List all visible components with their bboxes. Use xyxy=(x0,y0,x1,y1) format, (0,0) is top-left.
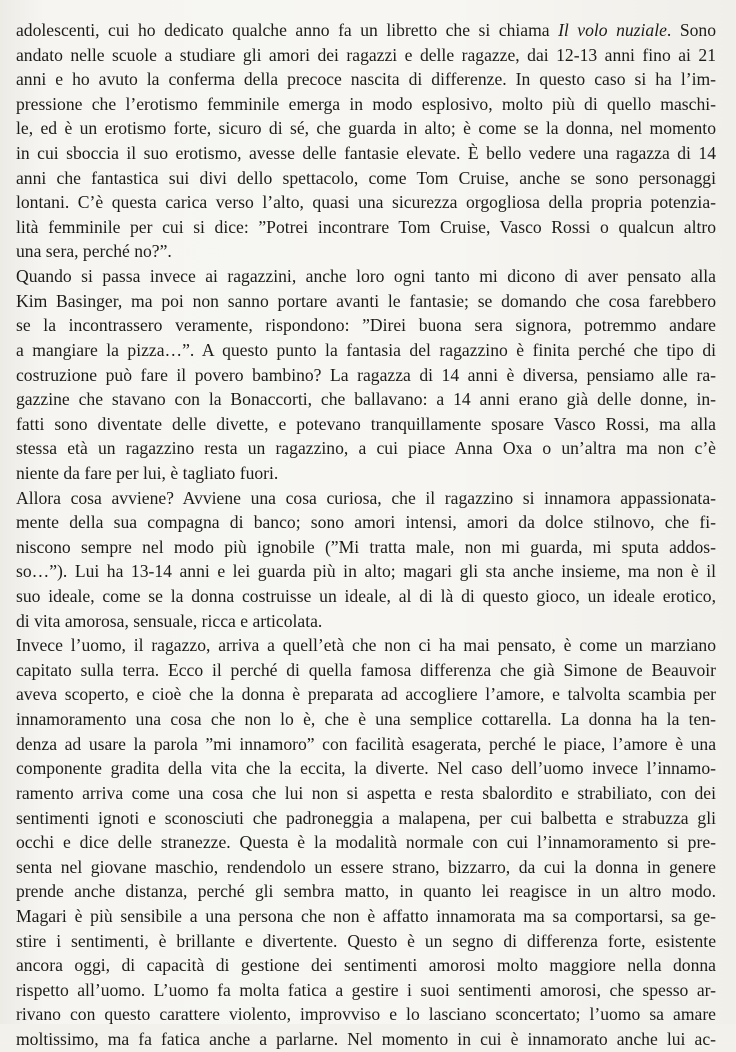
text-line-content: anni e ho avuto la conferma della precoce nascita di differenze. In questo caso si ha l’im- xyxy=(16,69,716,90)
text-line-content: Allora cosa avviene? Avviene una cosa curiosa, che il ragazzino si innamora appassionata- xyxy=(16,487,716,508)
text-line xyxy=(16,855,716,880)
text-line-content: so…”). Lui ha 13-14 anni e lei guarda più in alto; magari gli sta anche insieme, ma non è il xyxy=(16,561,716,582)
text-line xyxy=(16,535,716,560)
text-line-content: suo ideale, come se la donna costruisse un ideale, al di là di questo gioco, un ideale erotico, xyxy=(16,586,716,607)
text-line-content: stire i sentimenti, è brillante e divertente. Questo è un segno di differenza forte, esistente xyxy=(16,930,716,951)
text-line xyxy=(16,732,716,757)
text-line-content: anni che fantastica sui divi dello spettacolo, come Tom Cruise, anche se sono personaggi xyxy=(16,167,716,188)
text-line xyxy=(16,879,716,904)
text-line xyxy=(16,190,716,215)
text-line-content: occhi e dice delle stranezze. Questa è la modalità normale con cui l’innamoramento si pre- xyxy=(16,832,716,853)
text-line-content: Invece l’uomo, il ragazzo, arriva a quell’età che non ci ha mai pensato, è come un marziano xyxy=(16,635,716,656)
text-line xyxy=(16,953,716,978)
text-line xyxy=(16,658,716,683)
text-line-content: a mangiare la pizza…”. A questo punto la fantasia del ragazzino è finita perché che tipo di xyxy=(16,339,716,360)
text-line xyxy=(16,264,716,289)
text-line xyxy=(16,92,716,117)
text-line-content: una sera, perché no?”. xyxy=(16,241,172,262)
text-line xyxy=(16,313,716,338)
text-line-continuation: . Sono xyxy=(666,20,716,40)
text-line-content: moltissimo, ma fa fatica anche a parlarne. Nel momento in cui è innamorato anche lui ac- xyxy=(16,1028,716,1049)
text-line-content: gazzine che stavano con la Bonaccorti, che ballavano: a 14 anni erano già delle donne, in- xyxy=(16,389,716,410)
text-line xyxy=(16,1027,716,1052)
text-line xyxy=(16,486,716,511)
text-line-content: denza ad usare la parola ”mi innamoro” con facilità esagerata, perché le piace, l’amore è una xyxy=(16,733,716,754)
text-line-content: ramento arriva come una cosa che lui non si aspetta e resta sbalordito e strabiliato, con dei xyxy=(16,782,716,803)
text-line xyxy=(16,67,716,92)
text-line-content: Kim Basinger, ma poi non sanno portare avanti le fantasie; se domando che cosa farebbero xyxy=(16,290,716,311)
text-line-content: di vita amorosa, sensuale, ricca e articolata. xyxy=(16,610,323,631)
text-line-content: capitato sulla terra. Ecco il perché di quella famosa differenza che già Simone de Beauvoir xyxy=(16,659,716,680)
text-line xyxy=(16,338,716,363)
text-line-content: in cui sboccia il suo erotismo, avesse delle fantasie elevate. È bello vedere una ragazza di 14 xyxy=(16,143,716,164)
text-line xyxy=(16,781,716,806)
text-line xyxy=(16,289,716,314)
text-line xyxy=(16,830,716,855)
text-line-content: le, ed è un erotismo forte, sicuro di sé, che guarda in alto; è come se la donna, nel momento xyxy=(16,118,716,139)
text-line-content: lontani. C’è questa carica verso l’alto, quasi una sicurezza orgogliosa della propria potenzia- xyxy=(16,192,716,213)
text-line xyxy=(16,387,716,412)
text-line-content: Quando si passa invece ai ragazzini, anche loro ogni tanto mi dicono di aver pensato alla xyxy=(16,266,716,287)
text-line-content: sentimenti ignoti e sconosciuti che padroneggia a malapena, per cui balbetta e strabuzza gli xyxy=(16,807,716,828)
text-line xyxy=(16,166,716,191)
text-line-content: costruzione può fare il povero bambino? La ragazza di 14 anni è diversa, pensiamo alle ra- xyxy=(16,364,716,385)
text-line-content: andato nelle scuole a studiare gli amori dei ragazzi e delle ragazze, dai 12-13 anni fino ai 21 xyxy=(16,44,716,65)
text-line-content: innamoramento una cosa che non lo è, che è una semplice cottarella. La donna ha la ten- xyxy=(16,709,716,730)
text-line-content: fatti sono diventate delle divette, e potevano tranquillamente sposare Vasco Rossi, ma alla xyxy=(16,413,716,434)
text-line-content: Magari è più sensibile a una persona che non è affatto innamorata ma sa comportarsi, sa ge- xyxy=(16,905,716,926)
text-line xyxy=(16,412,716,437)
text-line xyxy=(16,239,716,264)
body-text xyxy=(16,18,716,1052)
text-line xyxy=(16,1002,716,1027)
text-line xyxy=(16,978,716,1003)
text-line-content: stessa età un ragazzino resta un ragazzino, a cui piace Anna Oxa o un’altra ma non c’è xyxy=(16,438,716,459)
text-line-content: prende anche distanza, perché gli sembra matto, in quanto lei reagisce in un altro modo. xyxy=(16,881,716,902)
text-line xyxy=(16,116,716,141)
text-line xyxy=(16,707,716,732)
text-line xyxy=(16,461,716,486)
text-line-content: rivano con questo carattere violento, improvviso e lo lasciano sconcertato; l’uomo sa amare xyxy=(16,1004,716,1025)
book-title: Il volo nuziale xyxy=(558,20,667,40)
text-line-content: niscono sempre nel modo più ignobile (”Mi tratta male, non mi guarda, mi sputa addos- xyxy=(16,536,716,557)
text-line-content: niente da fare per lui, è tagliato fuori. xyxy=(16,462,279,483)
text-line xyxy=(16,756,716,781)
text-line-content: se la incontrassero veramente, rispondono: ”Direi buona sera signora, potremmo andare xyxy=(16,315,716,336)
text-line-content: aveva scoperto, e cioè che la donna è preparata ad accogliere l’amore, e talvolta scambia per xyxy=(16,684,716,705)
text-line xyxy=(16,141,716,166)
text-line-content: adolescenti, cui ho dedicato qualche anno fa un libretto che si chiama xyxy=(16,20,559,40)
text-line xyxy=(16,633,716,658)
text-line-content: mente della sua compagna di banco; sono amori intensi, amori da dolce stilnovo, che fi- xyxy=(16,512,716,533)
text-line-content: pressione che l’erotismo femminile emerga in modo esplosivo, molto più di quello maschi- xyxy=(16,93,716,114)
text-line xyxy=(16,363,716,388)
text-line xyxy=(16,510,716,535)
text-line xyxy=(16,682,716,707)
text-line xyxy=(16,806,716,831)
text-line xyxy=(16,43,716,68)
text-line-content: lità femminile per cui si dice: ”Potrei incontrare Tom Cruise, Vasco Rossi o qualcun altro xyxy=(16,216,716,237)
text-line xyxy=(16,929,716,954)
text-line xyxy=(16,215,716,240)
text-line xyxy=(16,904,716,929)
text-line xyxy=(16,609,716,634)
text-line xyxy=(16,559,716,584)
text-line-content: componente gradita della vita che la eccita, la diverte. Nel caso dell’uomo invece l’innamo- xyxy=(16,758,716,779)
text-line xyxy=(16,18,716,43)
text-line-content: rispetto all’uomo. L’uomo fa molta fatica a gestire i suoi sentimenti amorosi, che spesso ar- xyxy=(16,979,716,1000)
text-line-content: ancora oggi, di capacità di gestione dei sentimenti amorosi molto maggiore nella donna xyxy=(16,955,716,976)
text-line xyxy=(16,436,716,461)
text-line xyxy=(16,584,716,609)
text-line-content: senta nel giovane maschio, rendendolo un essere strano, bizzarro, da cui la donna in genere xyxy=(16,856,716,877)
